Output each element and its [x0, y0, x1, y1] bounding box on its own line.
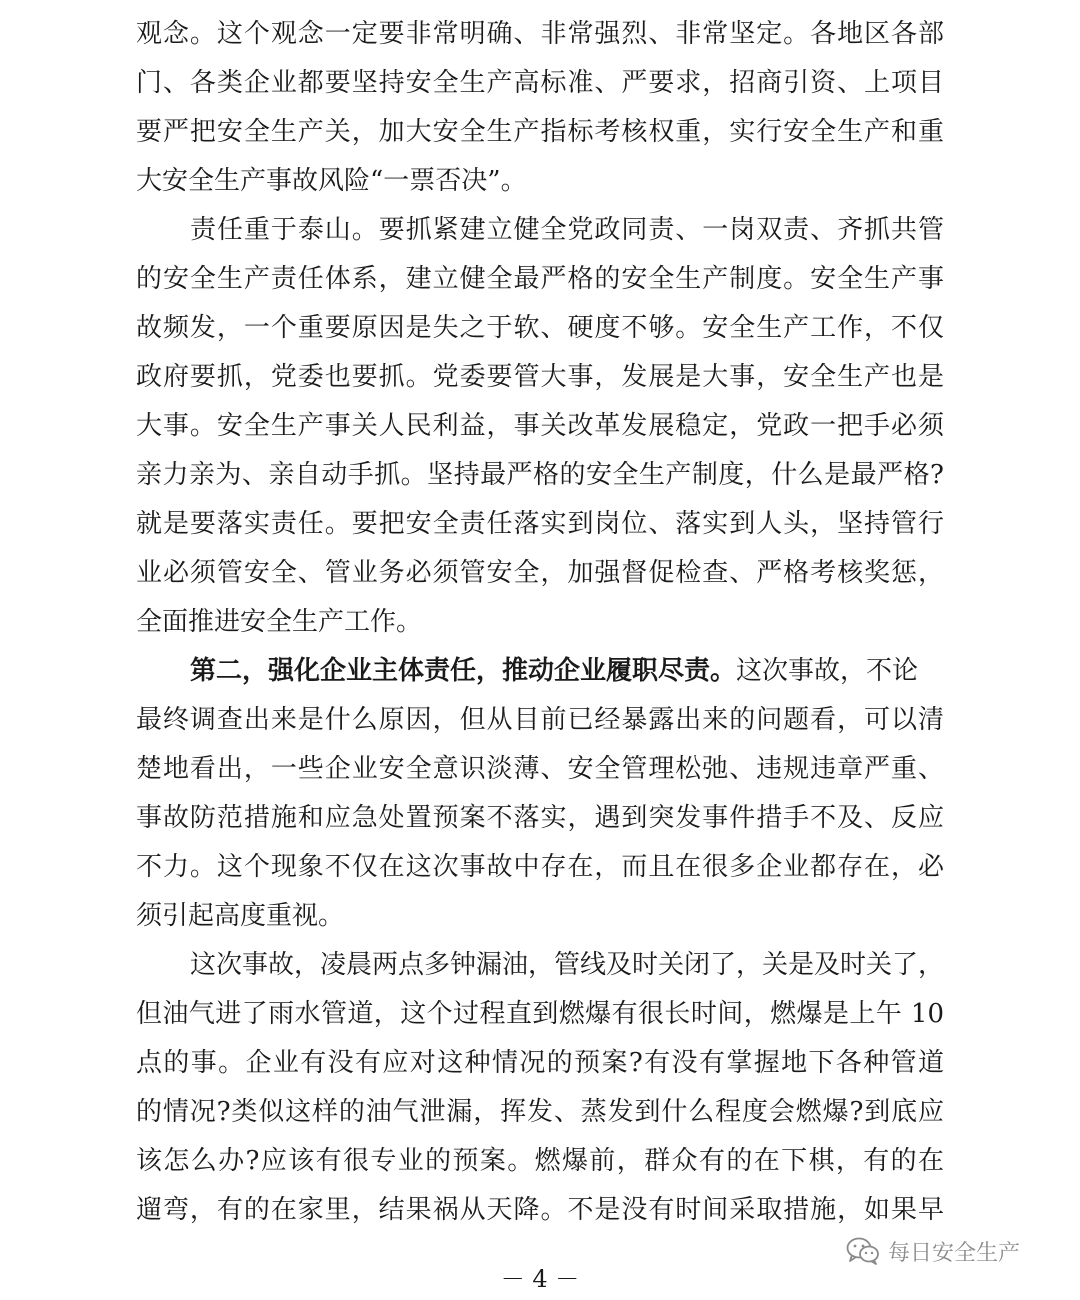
text-line: 楚地看出，一些企业安全意识淡薄、安全管理松弛、违规违章严重、: [136, 754, 944, 784]
paragraph-first-line: 责任重于泰山。要抓紧建立健全党政同责、一岗双责、齐抓共管: [190, 215, 944, 245]
text-line: 要严把安全生产关，加大安全生产指标考核权重，实行安全生产和重: [136, 117, 944, 147]
text-line: 该怎么办?应该有很专业的预案。燃爆前，群众有的在下棋，有的在: [136, 1146, 944, 1176]
paragraph-first-line: 这次事故，凌晨两点多钟漏油，管线及时关闭了，关是及时关了，: [190, 950, 944, 980]
text-line: 亲力亲为、亲自动手抓。坚持最严格的安全生产制度，什么是最严格?: [136, 460, 944, 490]
text-line: 但油气进了雨水管道，这个过程直到燃爆有很长时间，燃爆是上午 10: [136, 999, 944, 1029]
text-line: 的情况?类似这样的油气泄漏，挥发、蒸发到什么程度会燃爆?到底应: [136, 1097, 944, 1127]
text-line: 的安全生产责任体系，建立健全最严格的安全生产制度。安全生产事: [136, 264, 944, 294]
section-heading: 第二，强化企业主体责任，推动企业履职尽责。: [190, 656, 737, 686]
text-line: 就是要落实责任。要把安全责任落实到岗位、落实到人头，坚持管行: [136, 509, 944, 539]
watermark: [846, 1236, 1020, 1266]
text-line: 政府要抓，党委也要抓。党委要管大事，发展是大事，安全生产也是: [136, 362, 944, 392]
page-number: － 4 －: [500, 1265, 580, 1293]
text-line: 故频发，一个重要原因是失之于软、硬度不够。安全生产工作，不仅: [136, 313, 944, 343]
text-line: 遛弯，有的在家里，结果祸从天降。不是没有时间采取措施，如果早: [136, 1195, 944, 1225]
text-line: 业必须管安全、管业务必须管安全，加强督促检查、严格考核奖惩，: [136, 558, 944, 588]
wechat-icon: [846, 1237, 880, 1265]
text-line: 点的事。企业有没有应对这种情况的预案?有没有掌握地下各种管道: [136, 1048, 944, 1078]
text-line: 观念。这个观念一定要非常明确、非常强烈、非常坚定。各地区各部: [136, 19, 944, 49]
section-heading-continuation: 这次事故，不论: [736, 656, 919, 686]
watermark-text: 每日安全生产: [888, 1240, 1021, 1266]
text-line: 最终调查出来是什么原因，但从目前已经暴露出来的问题看，可以清: [136, 705, 944, 735]
text-line: 大安全生产事故风险“一票否决”。: [136, 166, 527, 196]
text-line: 全面推进安全生产工作。: [136, 607, 423, 637]
text-line: 须引起高度重视。: [136, 901, 345, 931]
text-line: 事故防范措施和应急处置预案不落实，遇到突发事件措手不及、反应: [136, 803, 944, 833]
text-line: 不力。这个现象不仅在这次事故中存在，而且在很多企业都存在，必: [136, 852, 944, 882]
section-heading-line: [190, 655, 944, 687]
text-line: 门、各类企业都要坚持安全生产高标准、严要求，招商引资、上项目: [136, 68, 944, 98]
text-line: 大事。安全生产事关人民利益，事关改革发展稳定，党政一把手必须: [136, 411, 944, 441]
